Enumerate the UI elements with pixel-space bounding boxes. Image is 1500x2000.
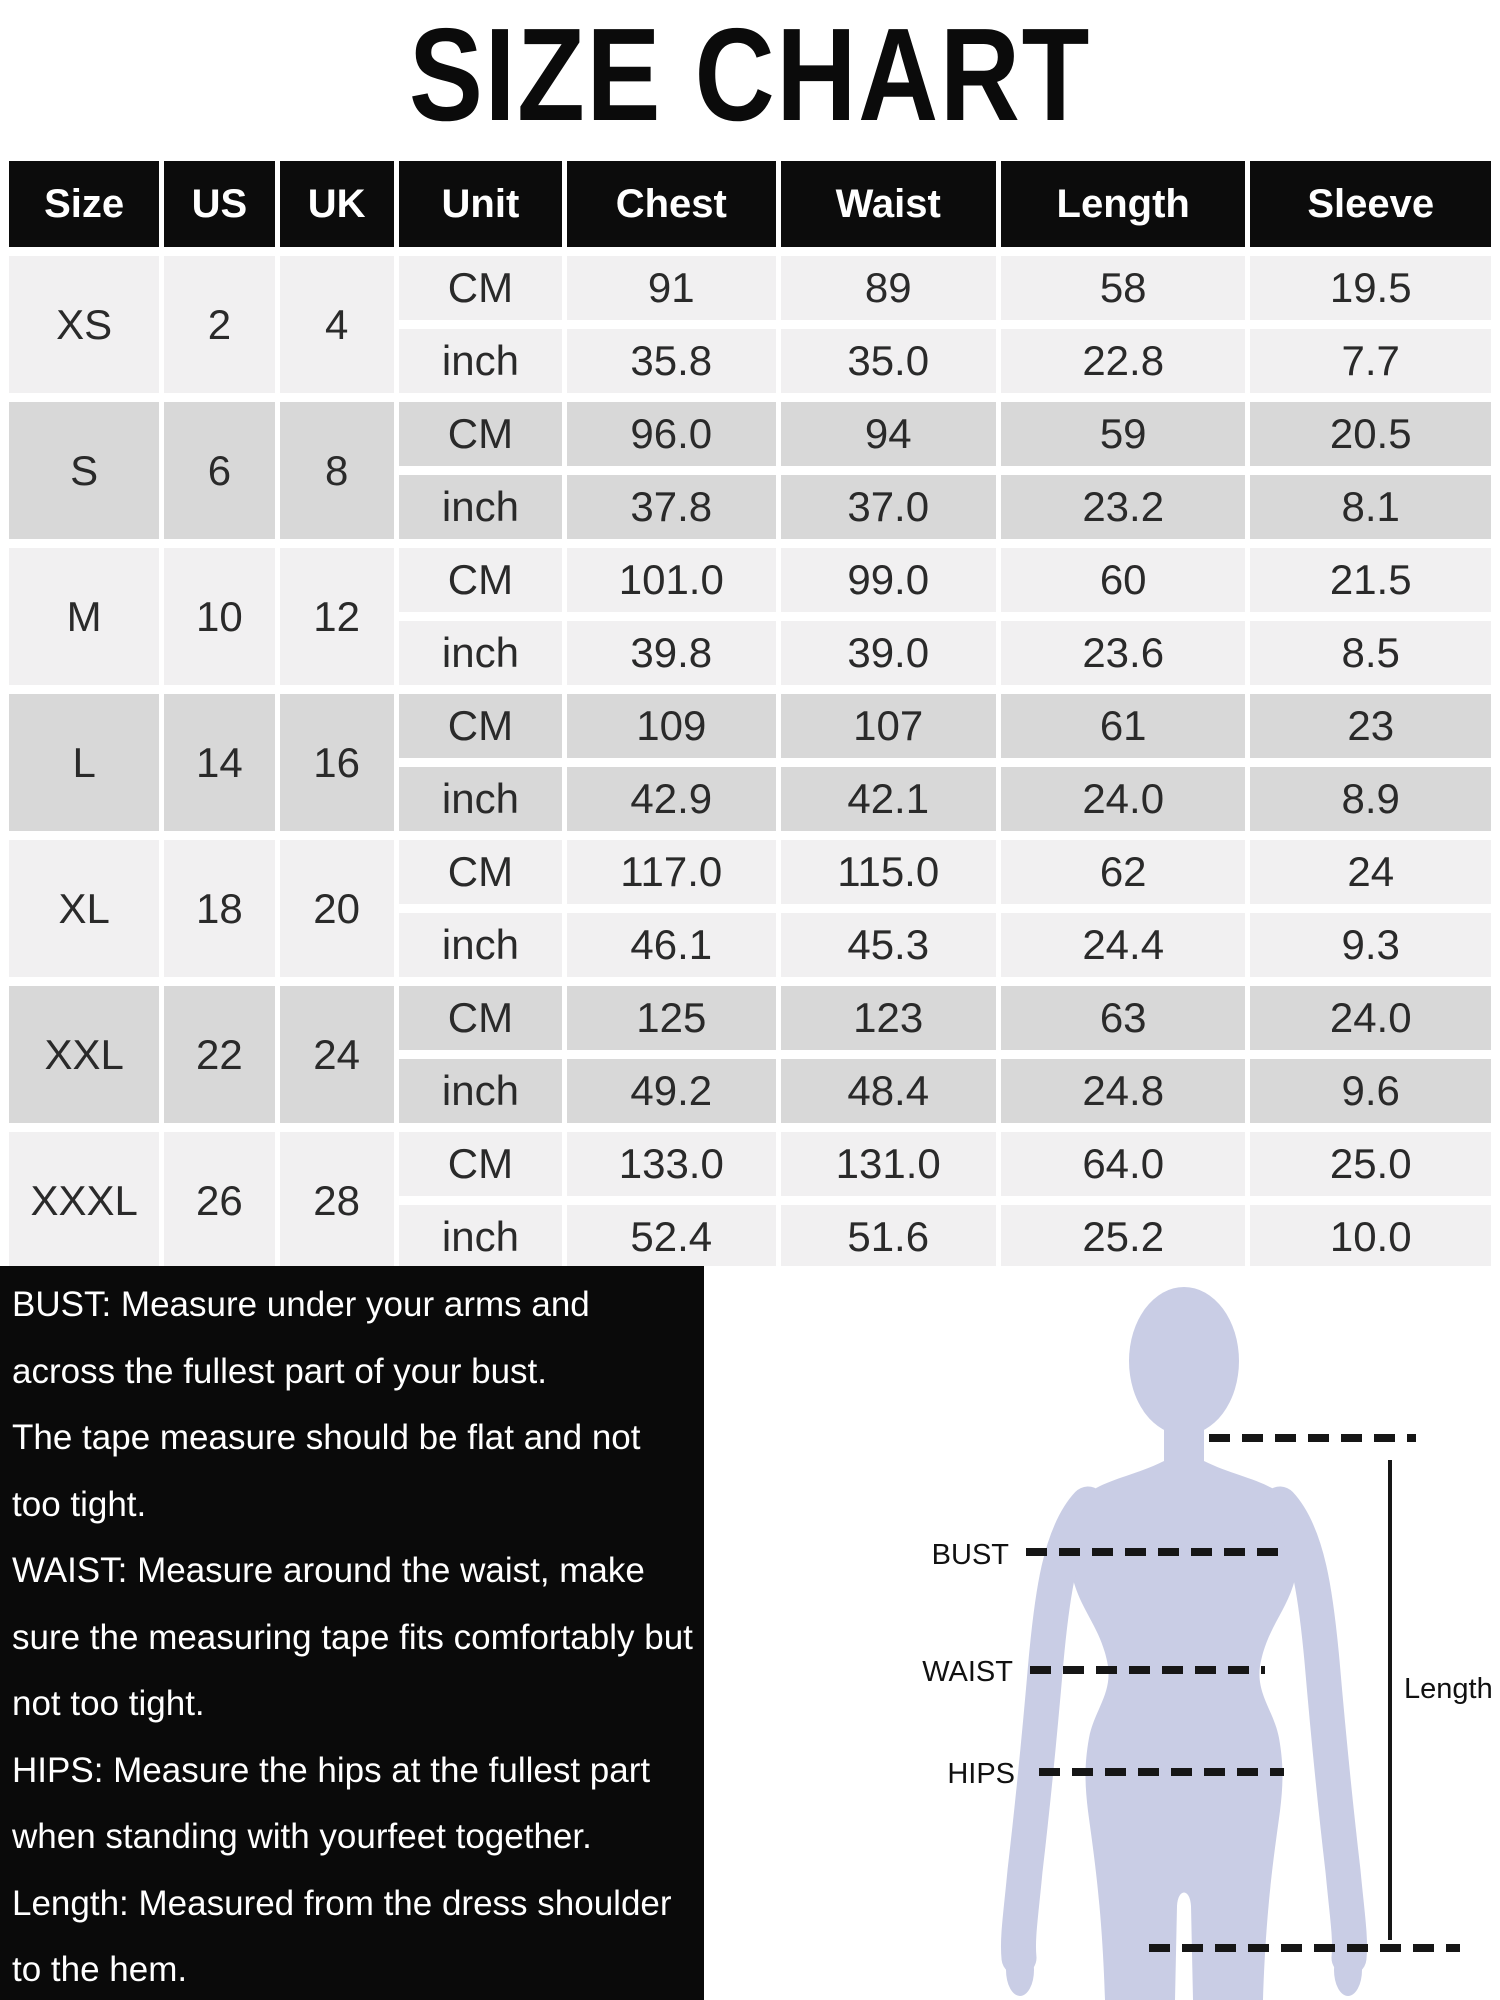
value-cell: 60	[1001, 548, 1246, 612]
value-cell: 8.5	[1250, 621, 1491, 685]
value-cell: 24	[1250, 840, 1491, 904]
value-cell: 49.2	[567, 1059, 775, 1123]
value-cell: 133.0	[567, 1132, 775, 1196]
unit-cell: CM	[399, 548, 562, 612]
unit-cell: CM	[399, 840, 562, 904]
size-cell: XS	[9, 256, 159, 393]
unit-cell: inch	[399, 621, 562, 685]
instruction-text: BUST: Measure under your arms and across the fullest part of your bust.	[12, 1285, 590, 1391]
value-cell: 117.0	[567, 840, 775, 904]
value-cell: 7.7	[1250, 329, 1491, 393]
column-header: UK	[280, 161, 394, 247]
column-header: Length	[1001, 161, 1246, 247]
instruction-text: HIPS: Measure the hips at the fullest part when standing with yourfeet together.	[12, 1750, 651, 1856]
size-cell: S	[9, 402, 159, 539]
value-cell: 48.4	[781, 1059, 996, 1123]
us-cell: 18	[164, 840, 274, 977]
column-header: Waist	[781, 161, 996, 247]
value-cell: 9.6	[1250, 1059, 1491, 1123]
waist-label: WAIST	[922, 1656, 1013, 1688]
value-cell: 10.0	[1250, 1205, 1491, 1269]
uk-cell: 16	[280, 694, 394, 831]
value-cell: 39.8	[567, 621, 775, 685]
table-row	[9, 256, 1491, 320]
value-cell: 24.0	[1250, 986, 1491, 1050]
bottom-section	[0, 1266, 1500, 2000]
value-cell: 24.4	[1001, 913, 1246, 977]
value-cell: 23.2	[1001, 475, 1246, 539]
value-cell: 42.9	[567, 767, 775, 831]
unit-cell: CM	[399, 1132, 562, 1196]
value-cell: 63	[1001, 986, 1246, 1050]
value-cell: 24.0	[1001, 767, 1246, 831]
unit-cell: inch	[399, 475, 562, 539]
value-cell: 107	[781, 694, 996, 758]
value-cell: 99.0	[781, 548, 996, 612]
page-title	[0, 2, 1500, 148]
value-cell: 91	[567, 256, 775, 320]
table-row	[9, 694, 1491, 758]
value-cell: 9.3	[1250, 913, 1491, 977]
value-cell: 52.4	[567, 1205, 775, 1269]
instruction-text: The tape measure should be flat and not too tight.	[12, 1418, 641, 1524]
unit-cell: inch	[399, 329, 562, 393]
us-cell: 10	[164, 548, 274, 685]
column-header: Sleeve	[1250, 161, 1491, 247]
value-cell: 61	[1001, 694, 1246, 758]
female-silhouette	[1006, 1287, 1362, 2000]
size-cell: L	[9, 694, 159, 831]
size-cell: XXXL	[9, 1132, 159, 1269]
value-cell: 23.6	[1001, 621, 1246, 685]
unit-cell: CM	[399, 986, 562, 1050]
value-cell: 39.0	[781, 621, 996, 685]
column-header: Unit	[399, 161, 562, 247]
value-cell: 35.8	[567, 329, 775, 393]
table-row	[9, 1132, 1491, 1196]
uk-cell: 8	[280, 402, 394, 539]
unit-cell: inch	[399, 767, 562, 831]
value-cell: 123	[781, 986, 996, 1050]
value-cell: 46.1	[567, 913, 775, 977]
us-cell: 14	[164, 694, 274, 831]
instruction-text: WAIST: Measure around the waist, make sure the measuring tape fits comfortably but not too tight.	[12, 1551, 693, 1723]
uk-cell: 12	[280, 548, 394, 685]
uk-cell: 20	[280, 840, 394, 977]
value-cell: 59	[1001, 402, 1246, 466]
value-cell: 109	[567, 694, 775, 758]
value-cell: 51.6	[781, 1205, 996, 1269]
size-cell: XXL	[9, 986, 159, 1123]
value-cell: 8.1	[1250, 475, 1491, 539]
unit-cell: inch	[399, 1205, 562, 1269]
table-row	[9, 402, 1491, 466]
value-cell: 37.8	[567, 475, 775, 539]
unit-cell: CM	[399, 256, 562, 320]
table-row	[9, 548, 1491, 612]
hips-label: HIPS	[947, 1758, 1015, 1790]
measurement-figure	[704, 1266, 1500, 2000]
value-cell: 24.8	[1001, 1059, 1246, 1123]
value-cell: 89	[781, 256, 996, 320]
value-cell: 19.5	[1250, 256, 1491, 320]
value-cell: 94	[781, 402, 996, 466]
unit-cell: CM	[399, 694, 562, 758]
value-cell: 45.3	[781, 913, 996, 977]
unit-cell: inch	[399, 1059, 562, 1123]
table-row	[9, 986, 1491, 1050]
value-cell: 37.0	[781, 475, 996, 539]
us-cell: 2	[164, 256, 274, 393]
value-cell: 22.8	[1001, 329, 1246, 393]
us-cell: 26	[164, 1132, 274, 1269]
size-cell: M	[9, 548, 159, 685]
uk-cell: 24	[280, 986, 394, 1123]
body-silhouette-diagram	[704, 1266, 1500, 2000]
header-row	[9, 161, 1491, 247]
value-cell: 25.2	[1001, 1205, 1246, 1269]
us-cell: 6	[164, 402, 274, 539]
length-label: Length	[1404, 1673, 1493, 1705]
unit-cell: inch	[399, 913, 562, 977]
value-cell: 23	[1250, 694, 1491, 758]
value-cell: 131.0	[781, 1132, 996, 1196]
uk-cell: 4	[280, 256, 394, 393]
instruction-text: Length: Measured from the dress shoulder to the hem.	[12, 1883, 672, 1989]
column-header: Chest	[567, 161, 775, 247]
page-title-text: SIZE CHART	[408, 1, 1092, 148]
value-cell: 35.0	[781, 329, 996, 393]
value-cell: 58	[1001, 256, 1246, 320]
column-header: Size	[9, 161, 159, 247]
value-cell: 62	[1001, 840, 1246, 904]
bust-label: BUST	[931, 1539, 1009, 1571]
value-cell: 20.5	[1250, 402, 1491, 466]
value-cell: 96.0	[567, 402, 775, 466]
size-cell: XL	[9, 840, 159, 977]
uk-cell: 28	[280, 1132, 394, 1269]
value-cell: 101.0	[567, 548, 775, 612]
us-cell: 22	[164, 986, 274, 1123]
value-cell: 125	[567, 986, 775, 1050]
value-cell: 25.0	[1250, 1132, 1491, 1196]
value-cell: 42.1	[781, 767, 996, 831]
title-section	[0, 0, 1500, 152]
value-cell: 21.5	[1250, 548, 1491, 612]
value-cell: 8.9	[1250, 767, 1491, 831]
size-table	[4, 152, 1496, 1278]
unit-cell: CM	[399, 402, 562, 466]
value-cell: 115.0	[781, 840, 996, 904]
value-cell: 64.0	[1001, 1132, 1246, 1196]
measure-instructions	[0, 1266, 704, 2000]
column-header: US	[164, 161, 274, 247]
table-row	[9, 840, 1491, 904]
